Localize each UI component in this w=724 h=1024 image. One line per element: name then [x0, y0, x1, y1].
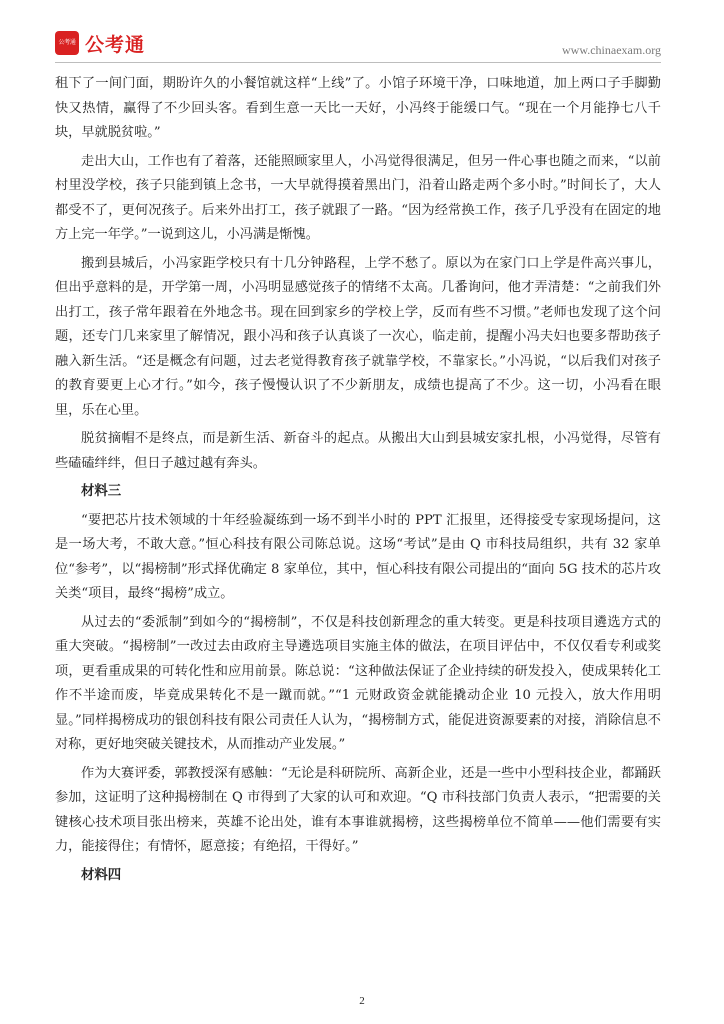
paragraph: 从过去的“委派制”到如今的“揭榜制”，不仅是科技创新理念的重大转变。更是科技项目遴选方式的重大突破。“揭榜制”一改过去由政府主导遴选项目实施主体的做法，在项目评估中，不仅仅看专利或奖项，更看重成果的可转化性和应用前景。陈总说：“这种做法保证了企业持续的研发投入，使成果转化工作不半途而废，毕竟成果转化不是一蹴而就。”“1 元财政资金就能撬动企业 10 元投入，放大作用明显。”同样揭榜成功的银创科技有限公司责任人认为，“揭榜制方式，能促进资源要素的对接，消除信息不对称，更好地突破关键技术，从而推动产业发展。”	[55, 614, 661, 752]
paragraph: 搬到县城后，小冯家距学校只有十几分钟路程，上学不愁了。原以为在家门口上学是件高兴事儿，但出乎意料的是，开学第一周，小冯明显感觉孩子的情绪不太高。几番询问，他才弄清楚：“之前我们外出打工，孩子常年跟着在外地念书。现在回到家乡的学校上学，反而有些不习惯。”老师也发现了这个问题，还专门几来家里了解情况，跟小冯和孩子认真谈了一次心，临走前，提醒小冯夫妇也要多帮助孩子融入新生活。“还是概念有问题，过去老觉得教育孩子就靠学校，不靠家长。”小冯说，“以后我们对孩子的教育要更上心才行。”如今，孩子慢慢认识了不少新朋友，成绩也提高了不少。这一切，小冯看在眼里，乐在心里。	[55, 255, 661, 418]
paragraph: 脱贫摘帽不是终点，而是新生活、新奋斗的起点。从搬出大山到县城安家扎根，小冯觉得，尽管有些磕磕绊绊，但日子越过越有奔头。	[55, 431, 661, 471]
paragraph: 作为大赛评委，郭教授深有感触：“无论是科研院所、高新企业，还是一些中小型科技企业，都踊跃参加，这证明了这种揭榜制在 Q 市得到了大家的认可和欢迎。“Q 市科技部门负责人表示，“把需要的关键核心技术项目张出榜来，英雄不论出处，谁有本事谁就揭榜，这些揭榜单位不简单——他们需要有实力，能接得住；有情怀，愿意接；有绝招，干得好。”	[55, 765, 661, 854]
header-divider	[55, 62, 661, 63]
paragraph-continued: 租下了一间门面，期盼许久的小餐馆就这样“上线”了。小馆子环境干净，口味地道，加上两口子手脚勤快又热情，赢得了不少回头客。看到生意一天比一天好，小冯终于能缓口气。“现在一个月能挣七八千块，早就脱贫啦。”	[55, 76, 661, 140]
paragraph: “要把芯片技术领域的十年经验凝练到一场不到半小时的 PPT 汇报里，还得接受专家现场提问，这是一场大考，不敢大意。”恒心科技有限公司陈总说。这场“考试”是由 Q 市科技局组织，共有 32 家单位“参考”，以“揭榜制”形式择优确定 8 家单位，其中，恒心科技有限公司提出的“面向 5G 技术的芯片攻关类“项目，最终“揭榜”成立。	[55, 512, 661, 601]
section-heading-material-3: 材料三	[81, 484, 122, 499]
paragraph: 走出大山，工作也有了着落，还能照顾家里人，小冯觉得很满足，但另一件心事也随之而来，“以前村里没学校，孩子只能到镇上念书，一大早就得摸着黑出门，沿着山路走两个多小时。”时间长了，大人都受不了，更何况孩子。后来外出打工，孩子就跟了一路。“因为经常换工作，孩子几乎没有在固定的地方上完一年学。”一说到这儿，小冯满是惭愧。	[55, 153, 661, 242]
page-number: 2	[359, 995, 365, 1007]
brand-logo[interactable]	[55, 30, 145, 56]
page-header	[0, 0, 724, 64]
logo-badge-icon: 公考通	[55, 31, 79, 55]
site-url[interactable]: www.chinaexam.org	[562, 43, 661, 57]
logo-text: 公考通	[85, 33, 146, 56]
document-body	[55, 72, 661, 892]
section-heading-material-4: 材料四	[81, 867, 122, 883]
